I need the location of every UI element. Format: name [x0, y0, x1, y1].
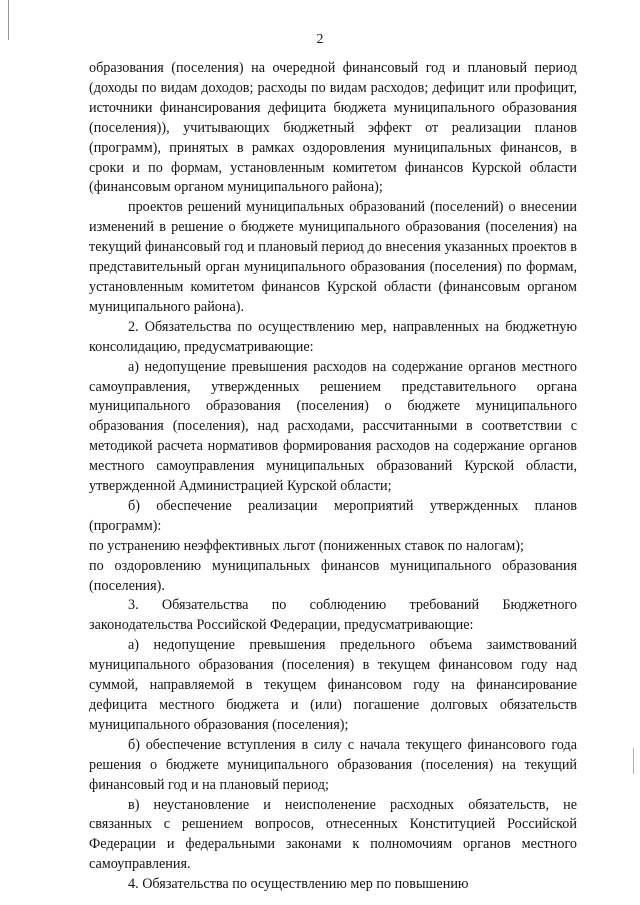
document-body — [89, 59, 577, 895]
paragraph-budget-continuation: образования (поселения) на очередной финансовый год и плановый период (доходы по видам доходов; расходы по видам расходов; дефицит или профицит, источники финансирования дефицита бюджета муниципального образования (поселения)), учитывающих бюджетный эффект от реализации планов (программ), принятых в рамках оздоровления муниципальных финансов, в сроки и по формам, установленным комитетом финансов Курской области (финансовым органом муниципального района); — [89, 60, 577, 196]
paragraph-item-2-heading: 2. Обязательства по осуществлению мер, направленных на бюджетную консолидацию, предусматривающие: — [89, 318, 577, 355]
paragraph-item-4-heading: 4. Обязательства по осуществлению мер по повышению — [128, 876, 469, 893]
paragraph-draft-decisions: проектов решений муниципальных образований (поселений) о внесении изменений в решение о бюджете муниципального образования (поселения) на текущий финансовый год и плановый период до внесения указанных проектов в представительный орган муниципального образования (поселения) по формам, установленным комитетом финансов Курской области (финансовым органом муниципального района). — [89, 199, 577, 315]
page-number: 2 — [316, 32, 324, 47]
scan-margin-mark — [633, 748, 634, 774]
paragraph-item-3-heading: 3. Обязательства по соблюдению требований Бюджетного законодательства Российской Федерации, предусматривающие: — [89, 597, 577, 634]
paragraph-item-3b: б) обеспечение вступления в силу с начала текущего финансового года решения о бюджете муниципального образования (поселения) на текущий финансовый год и на плановый период; — [89, 736, 577, 793]
paragraph-tax-benefits: по устранению неэффективных льгот (пониженных ставок по налогам); — [89, 537, 524, 554]
paragraph-item-3a: а) недопущение превышения предельного объема заимствований муниципального образования (поселения) в текущем финансовом году над суммой, направляемой в текущем финансовом году на финансирование дефицита местного бюджета и (или) погашение долговых обязательств муниципального образования (поселения); — [89, 637, 577, 733]
paragraph-finance-recovery: по оздоровлению муниципальных финансов муниципального образования (поселения). — [89, 557, 577, 594]
paragraph-item-2b: б) обеспечение реализации мероприятий утвержденных планов (программ): — [89, 497, 577, 534]
paragraph-item-3c: в) неустановление и неисполенение расходных обязательств, не связанных с решением вопросов, отнесенных Конституцией Российской Федерации и федеральными законами к полномочиям органов местного самоуправления. — [89, 796, 577, 873]
paragraph-item-2a: а) недопущение превышения расходов на содержание органов местного самоуправления, утвержденных решением представительного органа муниципального образования (поселения) о бюджете муниципального образования (поселения), над расходами, рассчитанными в соответствии с методикой расчета нормативов формирования расходов на содержание органов местного самоуправления муниципальных образований Курской области, утвержденной Администрацией Курской области; — [89, 358, 577, 495]
